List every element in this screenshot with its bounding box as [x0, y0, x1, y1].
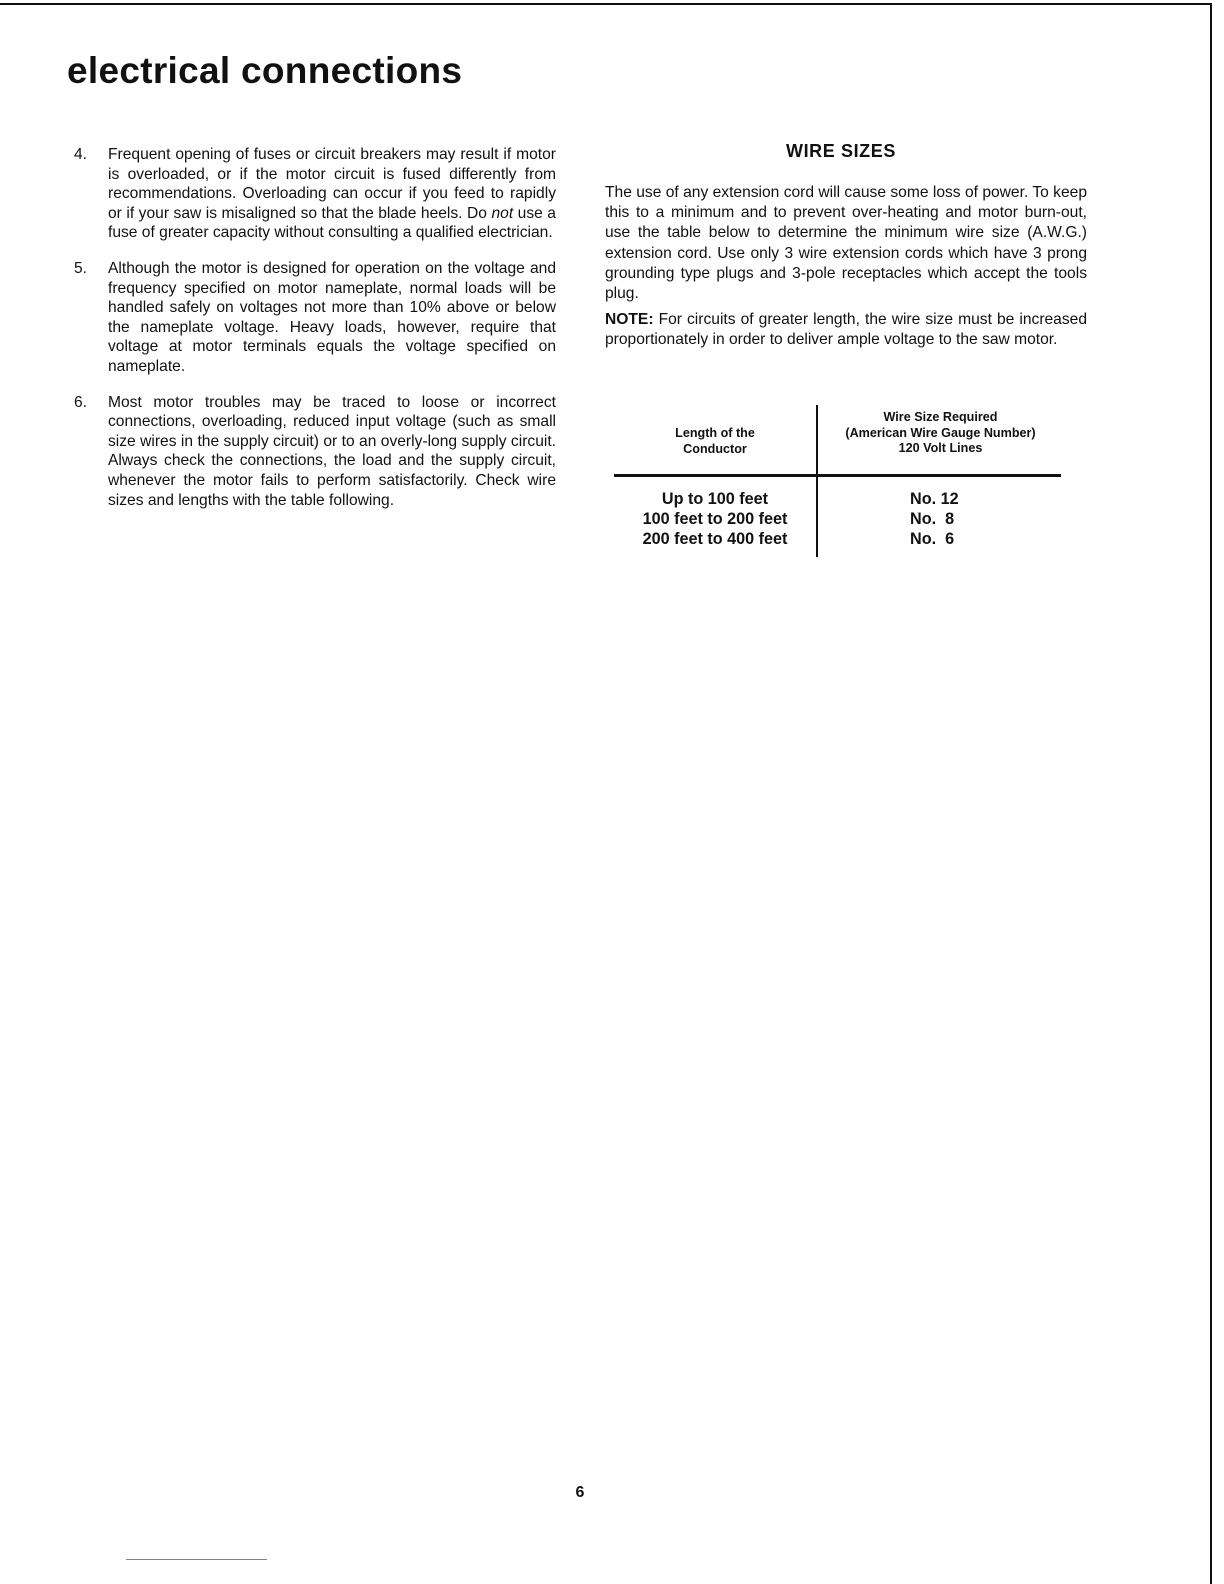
table-cell-length: 100 feet to 200 feet — [642, 510, 788, 528]
table-cell-length: Up to 100 feet — [661, 490, 769, 508]
list-item-number: 4. — [74, 146, 88, 163]
list-item — [72, 393, 556, 511]
list-item-text: Although the motor is designed for operation on the voltage and frequency specified on motor nameplate, normal loads will be handled safely on voltages not more than 10% above or below the nameplate voltage. Heavy loads, however, require that voltage at motor terminals equals the voltage specified on nameplate. — [108, 259, 556, 375]
header-line: Conductor — [683, 441, 747, 456]
table-cell-size: No. 8 — [910, 510, 955, 528]
bottom-rule — [126, 1559, 267, 1560]
list-item-number: 6. — [74, 393, 88, 411]
page-title: electrical connections — [67, 50, 463, 91]
note-label: NOTE: — [605, 311, 654, 329]
table-column-divider — [816, 405, 818, 557]
top-border-rule — [0, 3, 1212, 5]
page-number: 6 — [575, 1484, 585, 1501]
table-header-length — [614, 426, 816, 457]
list-item-emphasis: not — [491, 204, 514, 222]
header-line: Length of the — [675, 426, 755, 440]
motor-notes-list — [72, 145, 556, 526]
list-item-text-part: Frequent opening of fuses or circuit breakers may result if motor is overloaded, or if the motor circuit is fused differently from recommendations. Overloading can occur if you feed to rapidly or if your saw is misaligned so that the blade heels. Do — [108, 146, 556, 222]
header-line: 120 Volt Lines — [898, 441, 983, 455]
wire-sizes-section — [605, 141, 1087, 357]
table-cell-size: No. 6 — [910, 530, 955, 548]
header-line: Wire Size Required — [883, 410, 998, 424]
list-item-text-part: use a fuse of greater capacity without consulting a qualified electrician. — [108, 204, 556, 242]
table-cell-length: 200 feet to 400 feet — [642, 530, 788, 548]
table-size-column — [910, 489, 1030, 549]
list-item-text — [108, 145, 556, 243]
table-header-rule — [614, 474, 1061, 477]
header-line: (American Wire Gauge Number) — [845, 425, 1036, 440]
list-item-text: Most motor troubles may be traced to loose or incorrect connections, overloading, reduced input voltage (such as small size wires in the supply circuit) or to an overly-long supply circuit. Always check the connections, the load and the supply circuit, whenever the motor fails to perform satisfactorily. Check wire sizes and lengths with the table following. — [108, 393, 556, 509]
table-length-column — [614, 489, 816, 549]
note-text: For circuits of greater length, the wire size must be increased proportionately in order to deliver ample voltage to the saw motor. — [605, 311, 1087, 349]
section-heading: WIRE SIZES — [785, 141, 896, 161]
list-item — [72, 259, 556, 377]
table-header-wire-size — [820, 410, 1061, 457]
intro-paragraph: The use of any extension cord will cause some loss of power. To keep this to a minimum and to prevent over-heating and motor burn-out, use the table below to determine the minimum wire size (A.W.G.) extension cord. Use only 3 wire extension cords which have 3 prong grounding type plugs and 3-pole receptacles which accept the tools plug. — [605, 184, 1087, 303]
list-item — [72, 145, 556, 243]
table-cell-size: No. 12 — [910, 490, 959, 508]
list-item-number: 5. — [74, 259, 88, 277]
right-border-rule — [1210, 3, 1212, 1584]
note-paragraph — [605, 310, 1087, 350]
wire-size-table — [614, 405, 1061, 557]
